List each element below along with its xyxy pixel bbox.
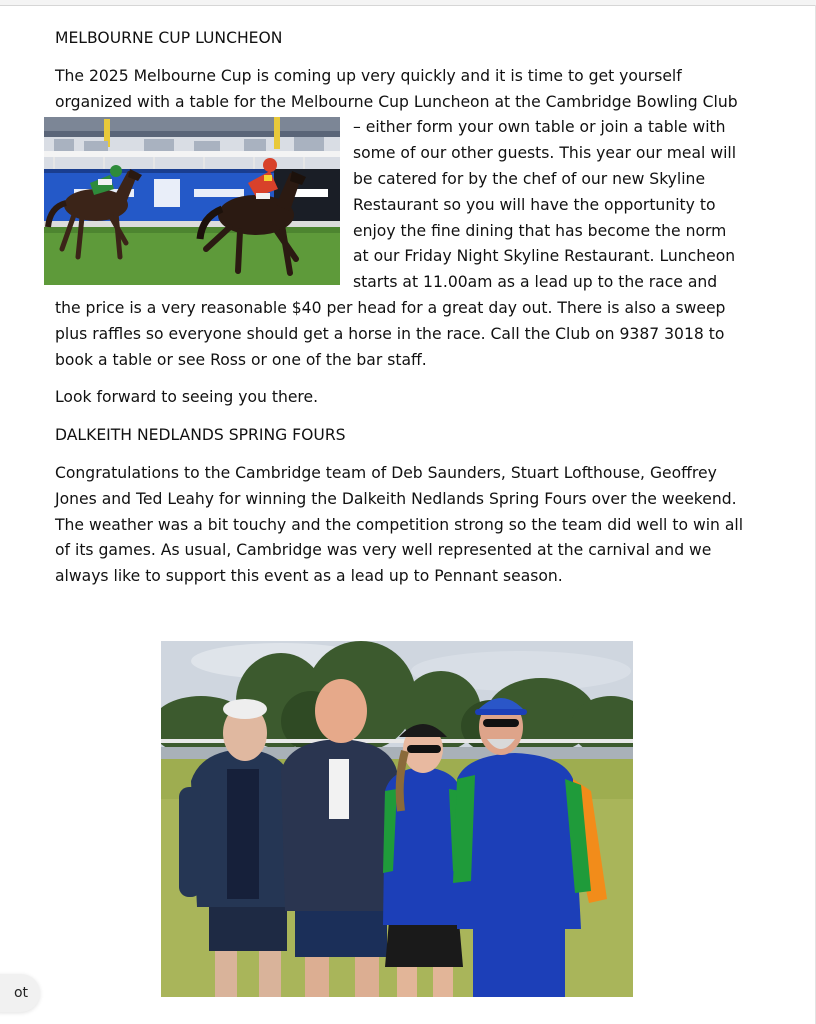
document-body [55, 26, 745, 602]
spring-fours-paragraph: Congratulations to the Cambridge team of Deb Saunders, Stuart Lofthouse, Geoffrey Jones and Ted Leahy for winning the Dalkeith Nedlands Spring Fours over the weekend. The weather was a bit touchy and the competition strong so the team did well to win all of its games. As usual, Cambridge was very well represented at the carnival and we always like to support this event as a lead up to Pennant season. [55, 463, 744, 586]
melbourne-cup-paragraph [55, 64, 745, 374]
melbourne-cup-paragraph-rest: – either form your own table or join a table with some of our other guests. This year our meal will be catered for by the chef of our new Skyline Restaurant so you will have the opportunity to enjoy the fine dining that has become the norm at our Friday Night Skyline Restaurant. Luncheon starts at 11.00am as a lead up to the race and the price is a very reasonable $40 per head for a great day out. There is also a sweep plus raffles so everyone should get a horse in the race. Call the Club on 9387 3018 to book a table or see Ross or one of the bar staff. [55, 118, 737, 369]
melbourne-cup-heading: MELBOURNE CUP LUNCHEON [55, 29, 283, 47]
team-photo [161, 641, 633, 997]
floating-chip[interactable]: ot [0, 974, 40, 1012]
window-top-edge [0, 0, 816, 6]
melbourne-cup-paragraph-intro: The 2025 Melbourne Cup is coming up very quickly and it is time to get yourself organized with a table for the Melbourne Cup Luncheon at the Cambridge Bowling Club [55, 66, 738, 111]
closing-line: Look forward to seeing you there. [55, 388, 319, 407]
spring-fours-heading: DALKEITH NEDLANDS SPRING FOURS [55, 426, 346, 445]
horse-race-image [44, 117, 340, 285]
